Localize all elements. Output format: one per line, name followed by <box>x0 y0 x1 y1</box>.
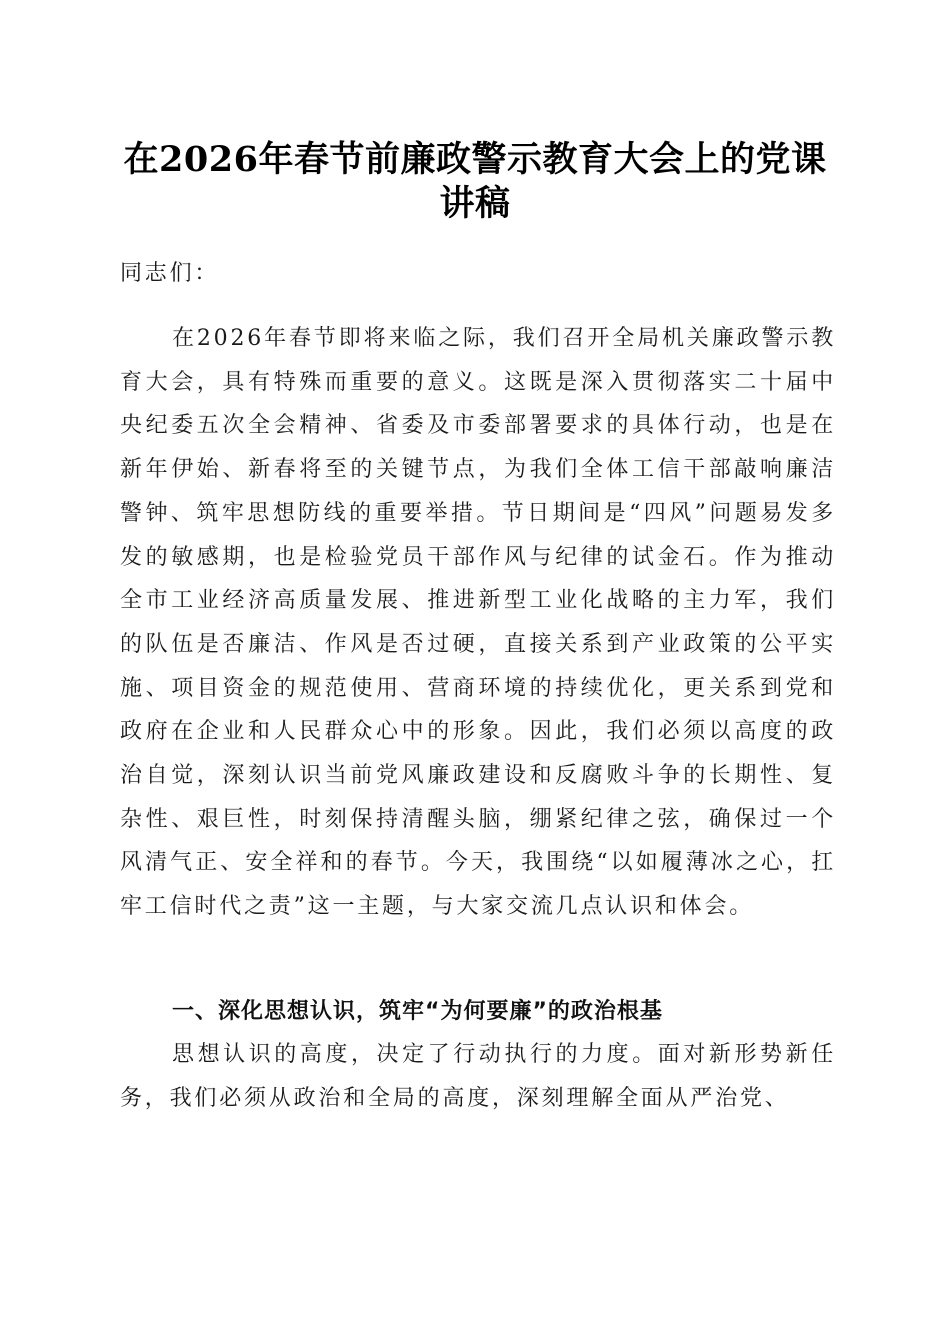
document-title-line-2: 讲稿 <box>439 183 511 224</box>
section-heading-1: 一、深化思想认识，筑牢“为何要廉”的政治根基 <box>172 999 663 1024</box>
section-1-paragraph: 思想认识的高度，决定了行动执行的力度。面对新形势新任务，我们必须从政治和全局的高度，深刻理解全面从严治党、 <box>120 1042 836 1111</box>
opening-paragraph: 在2026年春节即将来临之际，我们召开全局机关廉政警示教育大会，具有特殊而重要的意义。这既是深入贯彻落实二十届中央纪委五次全会精神、省委及市委部署要求的具体行动，也是在新年伊始、新春将至的关键节点，为我们全体工信干部敲响廉洁警钟、筑牢思想防线的重要举措。节日期间是“四风”问题易发多发的敏感期，也是检验党员干部作风与纪律的试金石。作为推动全市工业经济高质量发展、推进新型工业化战略的主力军，我们的队伍是否廉洁、作风是否过硬，直接关系到产业政策的公平实施、项目资金的规范使用、营商环境的持续优化，更关系到党和政府在企业和人民群众心中的形象。因此，我们必须以高度的政治自觉，深刻认识当前党风廉政建设和反腐败斗争的长期性、复杂性、艰巨性，时刻保持清醒头脑，绷紧纪律之弦，确保过一个风清气正、安全祥和的春节。今天，我围绕“以如履薄冰之心，扛牢工信时代之责”这一主题，与大家交流几点认识和体会。 <box>120 326 836 920</box>
salutation: 同志们： <box>120 261 220 286</box>
document-title-line-1: 在2026年春节前廉政警示教育大会上的党课 <box>123 139 827 180</box>
